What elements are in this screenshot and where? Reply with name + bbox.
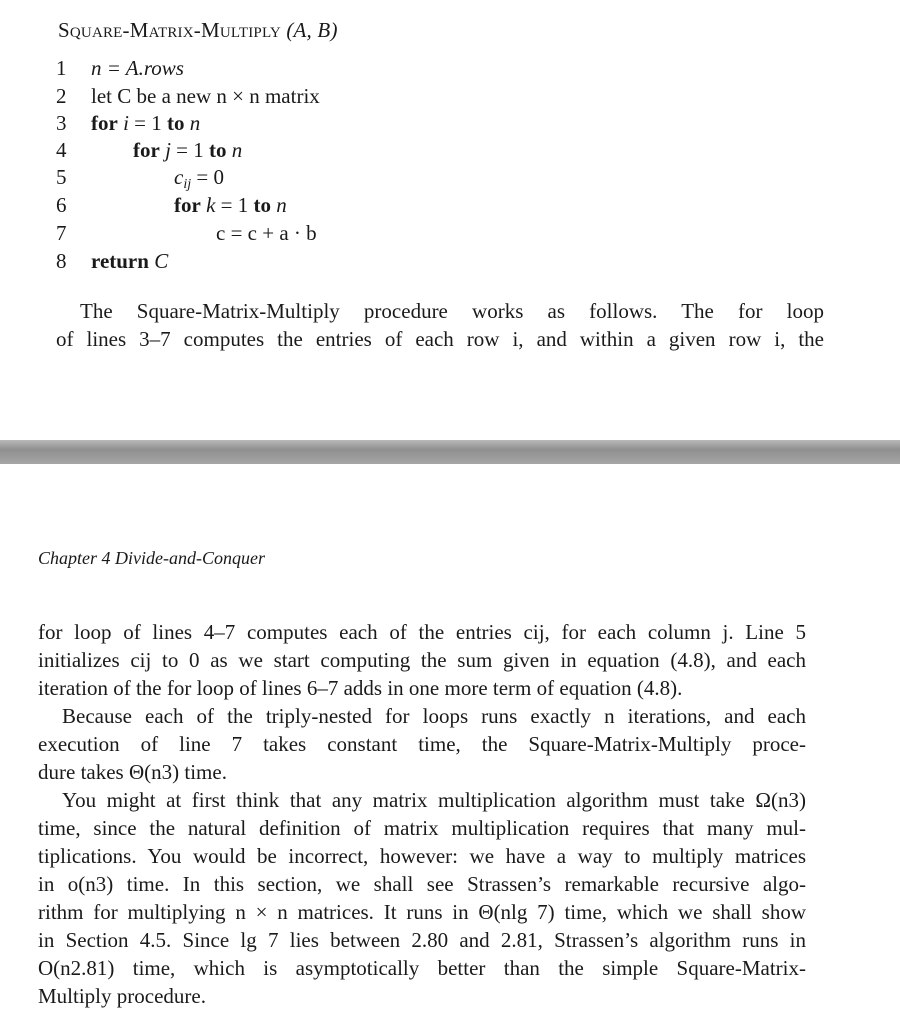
page-separator (0, 440, 900, 464)
paragraph-1: for loop of lines 4–7 computes each of the entries cij, for each column j. Line 5 initializes cij to 0 as we start computing the sum given in equation (4.8), and each iteration of the for loop of lines 6–7 adds in one more term of equation (4.8). (38, 620, 806, 700)
code-line-7-expr: c = c + a · b (216, 221, 317, 245)
running-head: Chapter 4 Divide-and-Conquer (38, 548, 265, 568)
intro-paragraph: The Square-Matrix-Multiply procedure works as follows. The for loop of lines 3–7 computes the entries of each row i, and within a given row i, the (56, 299, 824, 351)
paragraph-2: Because each of the triply-nested for loops runs exactly n iterations, and each execution of line 7 takes constant time, the Square-Matrix-Multiply proce- dure takes Θ(n3) time. (38, 704, 806, 784)
top-page: Square-Matrix-Multiply (A, B) 1 n = A.rows 2 let C be a new n × n matrix 3 for i = 1 to n 4 for j = 1 to n 5 $c_{ij} = 0$ 6 for k = 1 to n 7 c = c + a · b 8 return C The Square-Matrix-Multiply procedure works as follows. The for loop of lines 3–7 computes the entries of each row i, and within a given row i, the (0, 0, 900, 440)
paragraph-3: You might at first think that any matrix multiplication algorithm must take Ω(n3) time, since the natural definition of matrix multiplication requires that many mul- tiplications. You would be incorrect, however: we have a way to multiply matrices in o(n3) time. In this section, we shall see Strassen’s remarkable recursive algo- rithm for multiplying n × n matrices. It runs in Θ(nlg 7) time, which we shall show in Section 4.5. Since lg 7 lies between 2.80 and 2.81, Strassen’s algorithm runs in O(n2.81) time, which is asymptotically better than the simple Square-Matrix- Multiply procedure. (38, 788, 806, 1008)
procedure-title: Square-Matrix-Multiply (A, B) (58, 18, 338, 42)
